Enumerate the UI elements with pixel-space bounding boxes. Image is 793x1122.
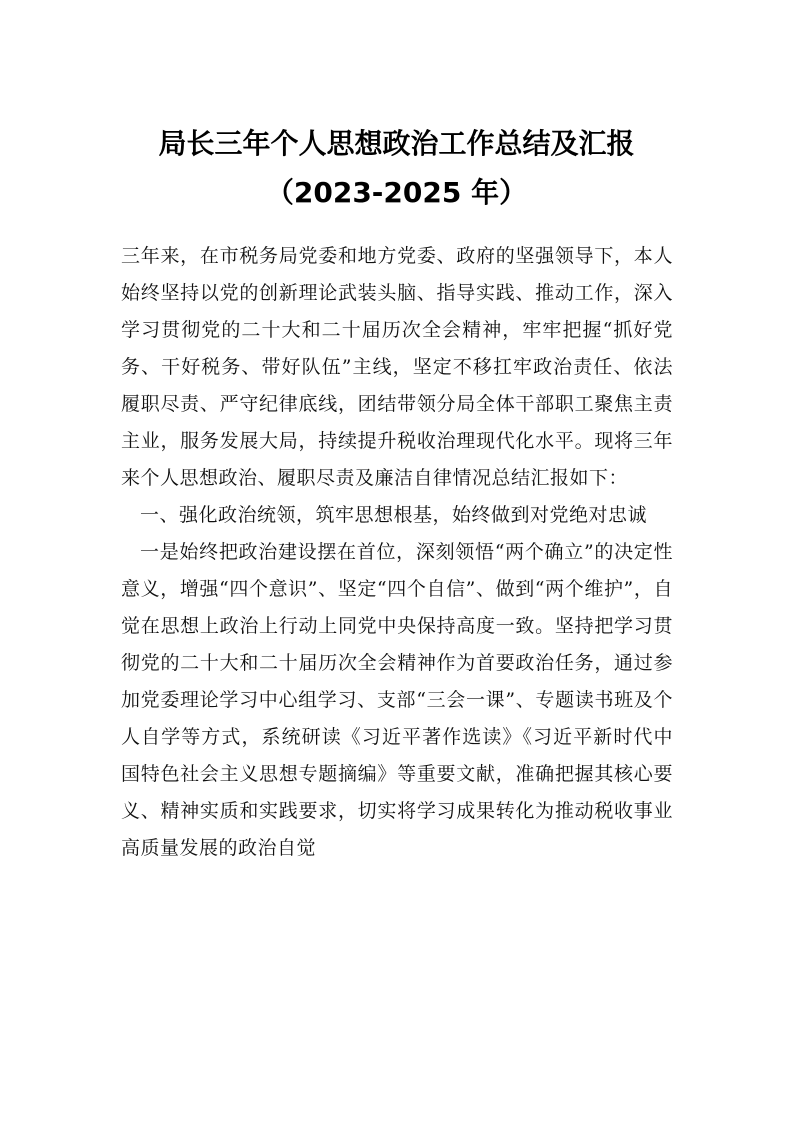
- document-title: 局长三年个人思想政治工作总结及汇报: [158, 127, 635, 160]
- document-body: [121, 238, 673, 867]
- paragraph-intro: 三年来，在市税务局党委和地方党委、政府的坚强领导下，本人始终坚持以党的创新理论武装头脑、指导实践、推动工作，深入学习贯彻党的二十大和二十届历次全会精神，牢牢把握“抓好党务、干好税务、带好队伍”主线，坚定不移扛牢政治责任、依法履职尽责、严守纪律底线，团结带领分局全体干部职工聚焦主责主业，服务发展大局，持续提升税收治理现代化水平。现将三年来个人思想政治、履职尽责及廉洁自律情况总结汇报如下：: [121, 245, 673, 489]
- paragraph-section-1-item-1: 一是始终把政治建设摆在首位，深刻领悟“两个确立”的决定性意义，增强“四个意识”、坚定“四个自信”、做到“两个维护”，自觉在思想上政治上行动上同党中央保持高度一致。坚持把学习贯彻党的二十大和二十届历次全会精神作为首要政治任务，通过参加党委理论学习中心组学习、支部“三会一课”、专题读书班及个人自学等方式，系统研读《习近平著作选读》《习近平新时代中国特色社会主义思想专题摘编》等重要文献，准确把握其核心要义、精神实质和实践要求，切实将学习成果转化为推动税收事业高质量发展的政治自觉: [121, 541, 673, 859]
- section-heading-1: 一、强化政治统领，筑牢思想根基，始终做到对党绝对忠诚: [140, 504, 648, 526]
- document-subtitle: （2023-2025 年）: [265, 176, 528, 209]
